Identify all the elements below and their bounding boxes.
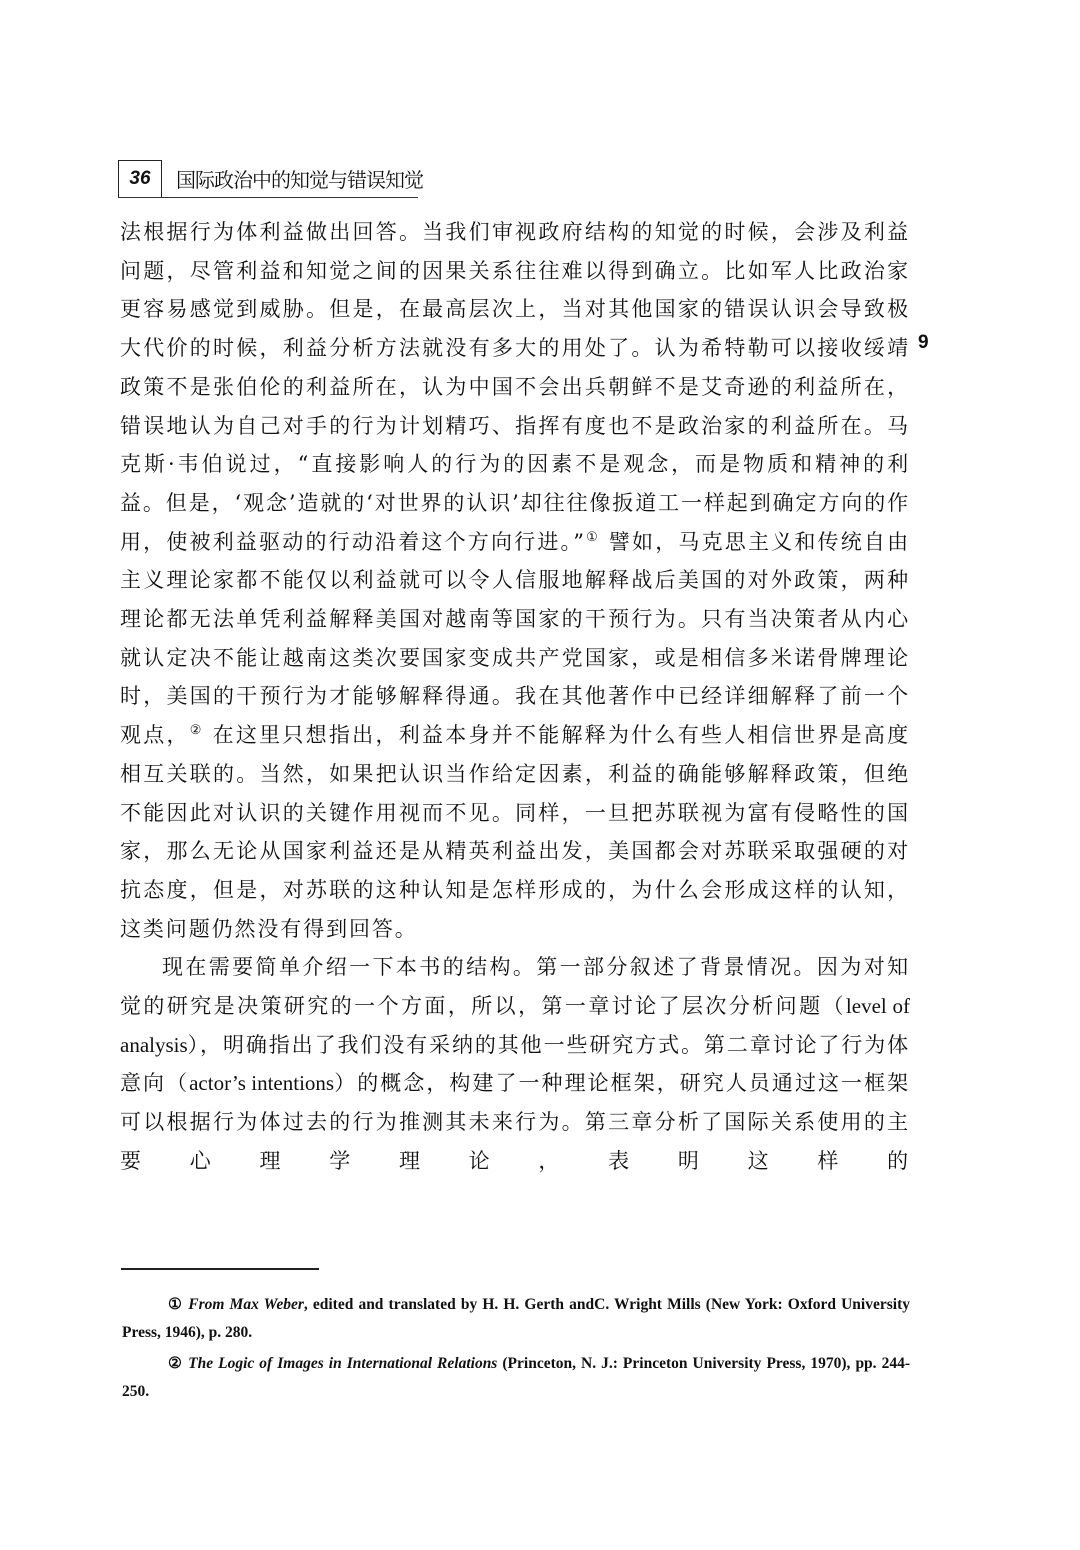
header-rule xyxy=(118,197,418,198)
running-title: 国际政治中的知觉与错误知觉 xyxy=(176,168,423,192)
footnote-ref-1: ① xyxy=(585,529,600,545)
footnote-1-title: From Max Weber xyxy=(188,1296,304,1313)
page-header xyxy=(118,160,958,198)
footnote-2-mark: ② xyxy=(168,1355,184,1372)
footnote-1 xyxy=(122,1291,910,1347)
margin-page-reference: 9 xyxy=(918,332,929,353)
paragraph-1 xyxy=(120,213,910,948)
paragraph-2 xyxy=(120,948,910,1180)
paragraph-2-part-a: 现在需要简单介绍一下本书的结构。第一部分叙述了背景情况。因为对知觉的研究是决策研究的一个方面，所以，第一章讨论了层次分析问题（ xyxy=(120,955,910,1019)
footnote-1-mark: ① xyxy=(168,1296,184,1313)
paragraph-1-part-a: 法根据行为体利益做出回答。当我们审视政府结构的知觉的时候，会涉及利益问题，尽管利益和知觉之间的因果关系往往难以得到确立。比如军人比政治家更容易感觉到威胁。但是，在最高层次上，当对其他国家的错误认识会导致极大代价的时候，利益分析方法就没有多大的用处了。认为希特勒可以接收绥靖政策不是张伯伦的利益所在，认为中国不会出兵朝鲜不是艾奇逊的利益所在，错误地认为自己对手的行为计划精巧、指挥有度也不是政治家的利益所在。马克斯·韦伯说过，“直接影响人的行为的因素不是观念，而是物质和精神的利益。但是，‘观念’造就的‘对世界的认识’却往往像扳道工一样起到确定方向的作用，使被利益驱动的行动沿着这个方向行进。” xyxy=(120,220,910,554)
footnote-2-title: The Logic of Images in International Relations xyxy=(188,1355,498,1372)
term-actors-intentions: actor’s intentions xyxy=(189,1071,335,1096)
paragraph-1-part-b: 譬如，马克思主义和传统自由主义理论家都不能仅以利益就可以令人信服地解释战后美国的对外政策，两种理论都无法单凭利益解释美国对越南等国家的干预行为。只有当决策者从内心就认定决不能让越南这类次要国家变成共产党国家，或是相信多米诺骨牌理论时，美国的干预行为才能够解释得通。我在其他著作中已经详细解释了前一个观点， xyxy=(120,529,910,748)
page-number: 36 xyxy=(118,160,162,198)
term-level-of-analysis: level of analysis xyxy=(120,994,910,1057)
footnote-2 xyxy=(122,1350,910,1406)
footnote-2-text: (Princeton, N. J.: Princeton University Press, 1970), pp. 244-250. xyxy=(122,1355,911,1400)
paragraph-2-part-b: ），明确指出了我们没有采纳的其他一些研究方式。第二章讨论了行为体意向（ xyxy=(120,1032,910,1096)
paragraph-2-part-c: ）的概念，构建了一种理论框架，研究人员通过这一框架可以根据行为体过去的行为推测其未来行为。第三章分析了国际关系使用的主要心理学理论，表明这样的 xyxy=(120,1071,910,1173)
footnote-ref-2: ② xyxy=(189,723,204,739)
footnotes xyxy=(122,1291,910,1409)
footnote-rule xyxy=(121,1268,319,1270)
footnote-1-text: , edited and translated by H. H. Gerth andC. Wright Mills (New York: Oxford University Press, 1946), p. 280. xyxy=(122,1296,910,1341)
paragraph-1-part-c: 在这里只想指出，利益本身并不能解释为什么有些人相信世界是高度相互关联的。当然，如果把认识当作给定因素，利益的确能够解释政策，但绝不能因此对认识的关键作用视而不见。同样，一旦把苏联视为富有侵略性的国家，那么无论从国家利益还是从精英利益出发，美国都会对苏联采取强硬的对抗态度，但是，对苏联的这种认知是怎样形成的，为什么会形成这样的认知，这类问题仍然没有得到回答。 xyxy=(120,723,911,941)
body-text xyxy=(120,213,910,1181)
